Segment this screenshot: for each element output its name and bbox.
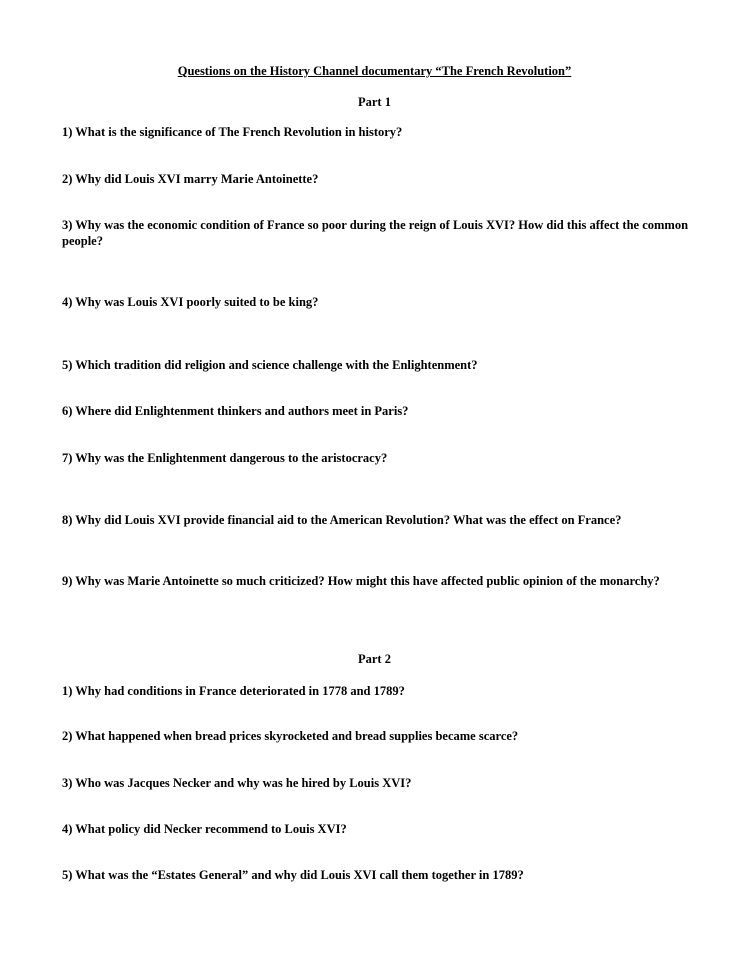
part-1-question-8: 8) Why did Louis XVI provide financial aid to the American Revolution? What was the effect on France?: [62, 513, 622, 527]
part-2-question-4: 4) What policy did Necker recommend to Louis XVI?: [62, 822, 347, 836]
part-1-question-4: 4) Why was Louis XVI poorly suited to be king?: [62, 295, 319, 309]
part-1-question-3: 3) Why was the economic condition of France so poor during the reign of Louis XVI? How did this affect the common people?: [62, 218, 689, 248]
part-1-question-1: 1) What is the significance of The French Revolution in history?: [62, 125, 403, 139]
part-2-question-1: 1) Why had conditions in France deteriorated in 1778 and 1789?: [62, 684, 405, 698]
part-1-heading: Part 1: [358, 95, 391, 109]
part-1-question-9: 9) Why was Marie Antoinette so much criticized? How might this have affected public opinion of the monarchy?: [62, 574, 660, 588]
part-1-question-7: 7) Why was the Enlightenment dangerous to the aristocracy?: [62, 451, 388, 465]
part-1-question-5: 5) Which tradition did religion and science challenge with the Enlightenment?: [62, 358, 478, 372]
part-2-heading: Part 2: [358, 652, 391, 666]
part-1-question-6: 6) Where did Enlightenment thinkers and authors meet in Paris?: [62, 404, 409, 418]
part-2-question-3: 3) Who was Jacques Necker and why was he hired by Louis XVI?: [62, 776, 412, 790]
part-1-question-2: 2) Why did Louis XVI marry Marie Antoinette?: [62, 172, 319, 186]
part-2-question-2: 2) What happened when bread prices skyrocketed and bread supplies became scarce?: [62, 729, 519, 743]
document-title: Questions on the History Channel documentary “The French Revolution”: [177, 64, 572, 78]
part-2-question-5: 5) What was the “Estates General” and why did Louis XVI call them together in 1789?: [62, 868, 524, 882]
